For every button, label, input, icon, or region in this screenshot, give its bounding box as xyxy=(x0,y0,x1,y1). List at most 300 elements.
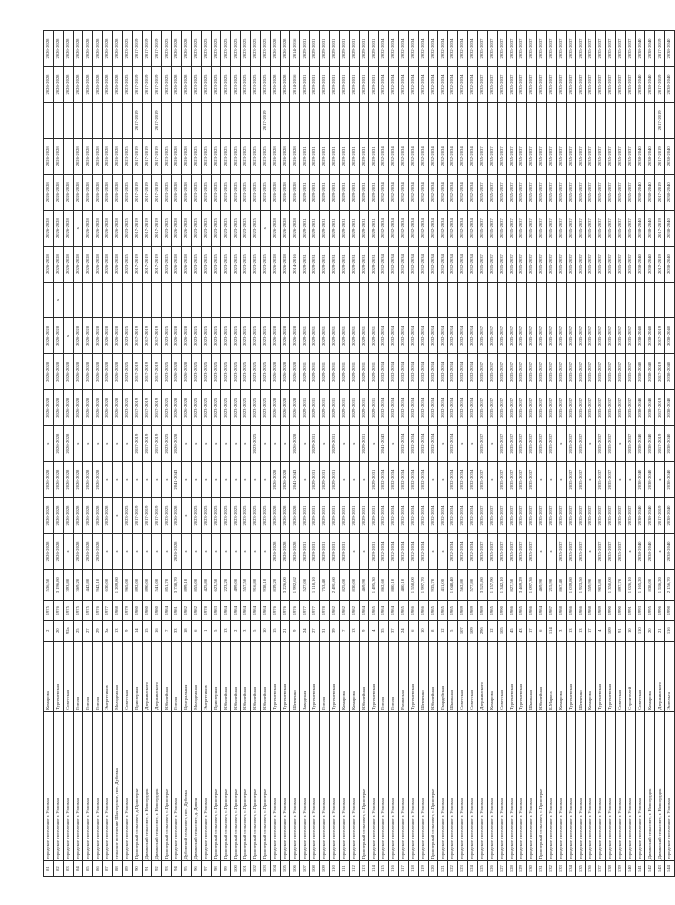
area-cell: 369,20 xyxy=(73,569,83,601)
period-cell: 2029-2031 xyxy=(359,498,369,534)
period-cell: 2023-2025 xyxy=(201,67,211,103)
period-cell: 2032-2034 xyxy=(418,354,428,390)
period-cell: 2032-2034 xyxy=(458,246,468,282)
period-cell: 2023-2025 xyxy=(241,498,251,534)
row-number-cell: 123 xyxy=(458,861,468,877)
period-cell: 2026-2028 xyxy=(280,246,290,282)
period-cell xyxy=(497,282,507,318)
period-cell: x xyxy=(201,462,211,498)
period-cell: 2026-2028 xyxy=(113,31,123,67)
period-cell: 2017-2019 xyxy=(132,426,142,462)
period-cell: 2023-2025 xyxy=(231,67,241,103)
settlement-cell: городское поселение г. Узловая xyxy=(497,711,507,860)
period-cell: 2035-2037 xyxy=(596,534,606,570)
street-cell: Советская xyxy=(467,641,477,711)
period-cell: 2032-2034 xyxy=(438,138,448,174)
period-cell: 2023-2025 xyxy=(221,318,231,354)
period-cell: 2029-2031 xyxy=(339,246,349,282)
period-cell xyxy=(44,102,54,138)
period-cell: 2038-2040 xyxy=(645,210,655,246)
period-cell: 2023-2025 xyxy=(162,318,172,354)
period-cell: 2038-2040 xyxy=(635,534,645,570)
period-cell: 2017-2019 xyxy=(655,31,665,67)
period-cell: 2026-2028 xyxy=(270,67,280,103)
period-cell: x xyxy=(260,534,270,570)
period-cell: 2029-2031 xyxy=(369,534,379,570)
period-cell: 2035-2037 xyxy=(477,318,487,354)
period-cell: 2026-2028 xyxy=(290,354,300,390)
period-cell: 2026-2028 xyxy=(53,174,63,210)
settlement-cell: Приозерный сельсовет, с.Приозерье xyxy=(251,711,261,860)
period-cell: 2023-2025 xyxy=(201,31,211,67)
period-cell: 2035-2037 xyxy=(507,354,517,390)
period-cell: 2035-2037 xyxy=(576,246,586,282)
period-cell: 2035-2037 xyxy=(487,354,497,390)
table-row xyxy=(152,31,162,877)
period-cell: 2026-2028 xyxy=(103,67,113,103)
period-cell: 2032-2034 xyxy=(458,31,468,67)
table-row xyxy=(655,31,665,877)
area-cell: 2 491,60 xyxy=(329,569,339,601)
period-cell: 2035-2037 xyxy=(546,31,556,67)
period-cell xyxy=(566,102,576,138)
period-cell: 2035-2037 xyxy=(487,67,497,103)
period-cell: x xyxy=(221,426,231,462)
period-cell: 2035-2037 xyxy=(556,67,566,103)
period-cell: 2035-2037 xyxy=(605,390,615,426)
period-cell: 2035-2037 xyxy=(576,138,586,174)
row-number-cell: 139 xyxy=(615,861,625,877)
period-cell xyxy=(605,102,615,138)
period-cell xyxy=(359,282,369,318)
period-cell: 2023-2025 xyxy=(191,354,201,390)
row-number-cell: 107 xyxy=(300,861,310,877)
period-cell: 2029-2031 xyxy=(310,534,320,570)
period-cell: 2038-2040 xyxy=(635,462,645,498)
period-cell: x xyxy=(221,534,231,570)
period-cell: 2032-2034 xyxy=(398,246,408,282)
table-row xyxy=(517,31,527,877)
period-cell: 2023-2025 xyxy=(191,210,201,246)
period-cell xyxy=(536,102,546,138)
period-cell: 2023-2025 xyxy=(221,498,231,534)
period-cell: 2023-2025 xyxy=(251,390,261,426)
period-cell: 2029-2031 xyxy=(300,318,310,354)
period-cell: 2032-2034 xyxy=(467,318,477,354)
building-number-cell: 9 xyxy=(290,620,300,641)
period-cell: 2032-2034 xyxy=(408,246,418,282)
street-cell: Советская xyxy=(615,641,625,711)
period-cell: 2017-2019 xyxy=(142,354,152,390)
table-row xyxy=(359,31,369,877)
period-cell: 2026-2028 xyxy=(83,318,93,354)
period-cell: 2026-2028 xyxy=(172,498,182,534)
period-cell: 2029-2031 xyxy=(369,246,379,282)
period-cell xyxy=(428,282,438,318)
period-cell: 2038-2040 xyxy=(645,390,655,426)
year-built-cell: 1990 xyxy=(497,601,507,620)
period-cell: 2035-2037 xyxy=(536,354,546,390)
period-cell: 2026-2028 xyxy=(113,246,123,282)
period-cell: 2029-2031 xyxy=(320,31,330,67)
period-cell: 2026-2028 xyxy=(290,534,300,570)
table-row xyxy=(83,31,93,877)
period-cell: x xyxy=(142,462,152,498)
period-cell: 2026-2028 xyxy=(182,354,192,390)
period-cell: 2032-2034 xyxy=(438,31,448,67)
street-cell: Комарова xyxy=(349,641,359,711)
row-number-cell: 124 xyxy=(467,861,477,877)
period-cell: 2029-2031 xyxy=(359,390,369,426)
period-cell: 2032-2034 xyxy=(389,174,399,210)
year-built-cell: 1976 xyxy=(280,601,290,620)
period-cell: 2041-2043 xyxy=(172,462,182,498)
period-cell: 2035-2037 xyxy=(596,210,606,246)
year-built-cell: 1984 xyxy=(379,601,389,620)
year-built-cell: 1990 xyxy=(615,601,625,620)
building-number-cell: 24 xyxy=(398,620,408,641)
period-cell: 2029-2031 xyxy=(310,174,320,210)
building-number-cell: 18 xyxy=(182,620,192,641)
settlement-cell: городское поселение г. Узловая xyxy=(605,711,615,860)
period-cell: 2029-2031 xyxy=(329,462,339,498)
period-cell: 2032-2034 xyxy=(379,318,389,354)
period-cell: 2029-2031 xyxy=(320,462,330,498)
period-cell: 2035-2037 xyxy=(615,246,625,282)
period-cell: 2026-2028 xyxy=(280,31,290,67)
period-cell: 2029-2031 xyxy=(339,138,349,174)
period-cell: 2023-2025 xyxy=(251,498,261,534)
period-cell: 2035-2037 xyxy=(517,246,527,282)
table-row xyxy=(536,31,546,877)
street-cell: Дзержинского xyxy=(142,641,152,711)
building-number-cell: 17 xyxy=(527,620,537,641)
row-number-cell: 84 xyxy=(73,861,83,877)
period-cell xyxy=(645,282,655,318)
period-cell: 2029-2031 xyxy=(310,354,320,390)
period-cell: 2035-2037 xyxy=(556,390,566,426)
row-number-cell: 109 xyxy=(320,861,330,877)
street-cell: Советская xyxy=(122,641,132,711)
row-number-cell: 101 xyxy=(241,861,251,877)
period-cell: 2038-2040 xyxy=(665,67,675,103)
period-cell: 2035-2037 xyxy=(625,174,635,210)
year-built-cell: 1982 xyxy=(339,601,349,620)
period-cell: 2035-2037 xyxy=(536,246,546,282)
period-cell: 2023-2025 xyxy=(221,390,231,426)
street-cell: Комарова xyxy=(487,641,497,711)
period-cell: 2035-2037 xyxy=(517,31,527,67)
period-cell: x xyxy=(487,426,497,462)
period-cell: 2026-2028 xyxy=(53,426,63,462)
period-cell: 2017-2019 xyxy=(142,174,152,210)
period-cell: 2035-2037 xyxy=(566,462,576,498)
period-cell: 2026-2028 xyxy=(270,390,280,426)
area-cell: 855,00 xyxy=(191,569,201,601)
building-number-cell: 105 xyxy=(497,620,507,641)
row-number-cell: 131 xyxy=(536,861,546,877)
building-number-cell: 35 xyxy=(379,620,389,641)
settlement-cell: городское поселение г. Узловая xyxy=(73,711,83,860)
period-cell xyxy=(300,282,310,318)
period-cell xyxy=(645,102,655,138)
period-cell: 2023-2025 xyxy=(251,138,261,174)
period-cell: 2035-2037 xyxy=(625,354,635,390)
period-cell: 2017-2019 xyxy=(142,138,152,174)
period-cell: 2035-2037 xyxy=(527,462,537,498)
area-cell: 1 923,50 xyxy=(576,569,586,601)
period-cell: 2023-2025 xyxy=(191,31,201,67)
building-number-cell: 10 xyxy=(625,620,635,641)
street-cell: Тургеневская xyxy=(596,641,606,711)
period-cell: 2029-2031 xyxy=(320,138,330,174)
period-cell: 2035-2037 xyxy=(497,534,507,570)
period-cell xyxy=(487,282,497,318)
period-cell: 2032-2034 xyxy=(438,246,448,282)
period-cell: 2029-2031 xyxy=(349,31,359,67)
period-cell: 2035-2037 xyxy=(605,462,615,498)
period-cell: 2023-2025 xyxy=(122,498,132,534)
settlement-cell: городское поселение г. Узловая xyxy=(290,711,300,860)
period-cell: 2023-2025 xyxy=(251,426,261,462)
settlement-cell: городское поселение г. Узловая xyxy=(507,711,517,860)
period-cell: 2026-2028 xyxy=(172,246,182,282)
area-cell: 1 048,40 xyxy=(448,569,458,601)
period-cell: x xyxy=(655,534,665,570)
period-cell: 2017-2019 xyxy=(152,390,162,426)
settlement-cell: Приозерный сельсовет, с.Приозерье xyxy=(536,711,546,860)
period-cell: 2023-2025 xyxy=(211,390,221,426)
table-row xyxy=(310,31,320,877)
period-cell: 2026-2028 xyxy=(103,390,113,426)
row-number-cell: 99 xyxy=(221,861,231,877)
period-cell: x xyxy=(231,426,241,462)
period-cell: 2029-2031 xyxy=(339,210,349,246)
street-cell: Тургеневская xyxy=(53,641,63,711)
building-number-cell: 31 xyxy=(320,620,330,641)
settlement-cell: городское поселение г. Узловая xyxy=(566,711,576,860)
row-number-cell: 102 xyxy=(251,861,261,877)
period-cell: x xyxy=(467,426,477,462)
period-cell xyxy=(44,282,54,318)
period-cell: 2035-2037 xyxy=(507,462,517,498)
period-cell: 2029-2031 xyxy=(320,246,330,282)
period-cell: 2026-2028 xyxy=(93,462,103,498)
period-cell: 2029-2031 xyxy=(329,210,339,246)
building-number-cell: 114 xyxy=(546,620,556,641)
period-cell xyxy=(142,102,152,138)
period-cell: x xyxy=(586,426,596,462)
period-cell: 2023-2025 xyxy=(201,498,211,534)
building-number-cell: 2 xyxy=(231,620,241,641)
period-cell xyxy=(566,282,576,318)
period-cell: 2023-2025 xyxy=(260,246,270,282)
period-cell xyxy=(438,102,448,138)
period-cell: 2032-2034 xyxy=(379,462,389,498)
street-cell: Молодежная xyxy=(191,641,201,711)
period-cell: 2032-2034 xyxy=(448,138,458,174)
period-cell: 2032-2034 xyxy=(408,426,418,462)
year-built-cell: 1991 xyxy=(625,601,635,620)
settlement-cell: Приозерный сельсовет, с.Приозерье xyxy=(359,711,369,860)
area-cell: 753,40 xyxy=(320,569,330,601)
period-cell: 2029-2031 xyxy=(300,246,310,282)
period-cell: 2032-2034 xyxy=(408,210,418,246)
street-cell: Советская xyxy=(63,641,73,711)
period-cell: 2032-2034 xyxy=(418,534,428,570)
area-cell: 536,50 xyxy=(44,569,54,601)
period-cell xyxy=(280,282,290,318)
table-row xyxy=(290,31,300,877)
street-cell: Шевченко xyxy=(290,641,300,711)
period-cell: 2032-2034 xyxy=(418,31,428,67)
building-number-cell: 45 xyxy=(507,620,517,641)
period-cell xyxy=(221,282,231,318)
period-cell: 2035-2037 xyxy=(625,31,635,67)
period-cell: 2035-2037 xyxy=(546,354,556,390)
period-cell: 2017-2019 xyxy=(142,31,152,67)
table-row xyxy=(191,31,201,877)
period-cell: 2035-2037 xyxy=(507,174,517,210)
period-cell: 2035-2037 xyxy=(605,210,615,246)
period-cell: 2035-2037 xyxy=(507,210,517,246)
period-cell: 2035-2037 xyxy=(536,318,546,354)
period-cell: 2032-2034 xyxy=(428,31,438,67)
year-built-cell: 1978 xyxy=(320,601,330,620)
period-cell: x xyxy=(122,462,132,498)
period-cell: 2035-2037 xyxy=(487,498,497,534)
settlement-cell: Приозерный сельсовет, с.Приозерье xyxy=(231,711,241,860)
settlement-cell: Приозерный сельсовет, д.Приозерье xyxy=(132,711,142,860)
period-cell: x xyxy=(546,462,556,498)
period-cell: 2035-2037 xyxy=(605,498,615,534)
settlement-cell: городское поселение г. Узловая xyxy=(53,711,63,860)
period-cell: 2029-2031 xyxy=(349,67,359,103)
settlement-cell: городское поселение г. Узловая xyxy=(576,711,586,860)
period-cell: 2032-2034 xyxy=(458,354,468,390)
period-cell: 2038-2040 xyxy=(665,426,675,462)
settlement-cell: городское поселение г. Узловая xyxy=(458,711,468,860)
period-cell xyxy=(339,282,349,318)
period-cell: 2029-2031 xyxy=(349,354,359,390)
period-cell xyxy=(83,282,93,318)
table-row xyxy=(93,31,103,877)
period-cell xyxy=(231,282,241,318)
period-cell: 2023-2025 xyxy=(241,318,251,354)
building-number-cell: 5 xyxy=(448,620,458,641)
building-number-cell: 16 xyxy=(152,620,162,641)
period-cell: 2017-2019 xyxy=(655,67,665,103)
area-cell: 838,00 xyxy=(645,569,655,601)
period-cell: 2014-2016 xyxy=(290,67,300,103)
period-cell: 2023-2025 xyxy=(211,138,221,174)
period-cell: 2032-2034 xyxy=(428,174,438,210)
period-cell: 2032-2034 xyxy=(379,354,389,390)
period-cell: 2035-2037 xyxy=(517,174,527,210)
period-cell: 2032-2034 xyxy=(438,174,448,210)
period-cell: 2035-2037 xyxy=(527,174,537,210)
period-cell: 2026-2028 xyxy=(93,498,103,534)
settlement-cell: Дивинский сельсовет, г. Новогрудок xyxy=(142,711,152,860)
period-cell: x xyxy=(73,210,83,246)
year-built-cell: 1986 xyxy=(408,601,418,620)
year-built-cell: 1984 xyxy=(260,601,270,620)
period-cell: 2017-2019 xyxy=(152,498,162,534)
period-cell: 2032-2034 xyxy=(458,390,468,426)
period-cell xyxy=(241,282,251,318)
street-cell: Советская xyxy=(458,641,468,711)
period-cell: x xyxy=(556,462,566,498)
period-cell: x xyxy=(241,462,251,498)
period-cell: 2032-2034 xyxy=(408,174,418,210)
year-built-cell: 1987 xyxy=(546,601,556,620)
period-cell: 2026-2028 xyxy=(280,534,290,570)
table-row xyxy=(142,31,152,877)
row-number-cell: 81 xyxy=(44,861,54,877)
period-cell: 2026-2028 xyxy=(83,67,93,103)
period-cell: 2035-2037 xyxy=(566,138,576,174)
period-cell: 2029-2031 xyxy=(329,31,339,67)
period-cell: 2032-2034 xyxy=(379,210,389,246)
row-number-cell: 103 xyxy=(260,861,270,877)
year-built-cell: 1985 xyxy=(517,601,527,620)
period-cell: 2032-2034 xyxy=(418,67,428,103)
period-cell: 2023-2025 xyxy=(162,390,172,426)
building-number-cell: 6 xyxy=(536,620,546,641)
building-number-cell: 7 xyxy=(162,620,172,641)
year-built-cell: 1998 xyxy=(665,601,675,620)
period-cell: 2038-2040 xyxy=(645,31,655,67)
period-cell: 2032-2034 xyxy=(379,534,389,570)
period-cell: 2026-2028 xyxy=(53,246,63,282)
period-cell: 2029-2031 xyxy=(329,354,339,390)
row-number-cell: 118 xyxy=(408,861,418,877)
period-cell: 2026-2028 xyxy=(113,174,123,210)
building-number-cell: 21 xyxy=(655,620,665,641)
table-row xyxy=(44,31,54,877)
period-cell: 2026-2028 xyxy=(280,210,290,246)
period-cell: 2029-2031 xyxy=(369,67,379,103)
area-cell: 890,00 xyxy=(142,569,152,601)
table-row xyxy=(467,31,477,877)
period-cell: 2038-2040 xyxy=(635,67,645,103)
period-cell: 2029-2031 xyxy=(359,426,369,462)
period-cell xyxy=(349,282,359,318)
period-cell: 2035-2037 xyxy=(477,138,487,174)
building-number-cell: 109 xyxy=(467,620,477,641)
period-cell xyxy=(290,282,300,318)
period-cell: 2038-2040 xyxy=(645,498,655,534)
period-cell: x xyxy=(152,462,162,498)
period-cell xyxy=(83,102,93,138)
period-cell: 2032-2034 xyxy=(418,138,428,174)
period-cell xyxy=(517,102,527,138)
period-cell xyxy=(103,282,113,318)
period-cell: 2023-2025 xyxy=(162,31,172,67)
period-cell: 2029-2031 xyxy=(369,390,379,426)
period-cell: 2029-2031 xyxy=(369,354,379,390)
period-cell: 2035-2037 xyxy=(556,31,566,67)
period-cell: x xyxy=(339,462,349,498)
period-cell: 2023-2025 xyxy=(260,318,270,354)
period-cell: 2035-2037 xyxy=(556,246,566,282)
building-number-cell: 3 xyxy=(556,620,566,641)
period-cell xyxy=(53,102,63,138)
period-cell: 2026-2028 xyxy=(93,31,103,67)
period-cell: 2032-2034 xyxy=(428,138,438,174)
period-cell: 2017-2019 xyxy=(132,318,142,354)
period-cell: 2017-2019 xyxy=(152,102,162,138)
